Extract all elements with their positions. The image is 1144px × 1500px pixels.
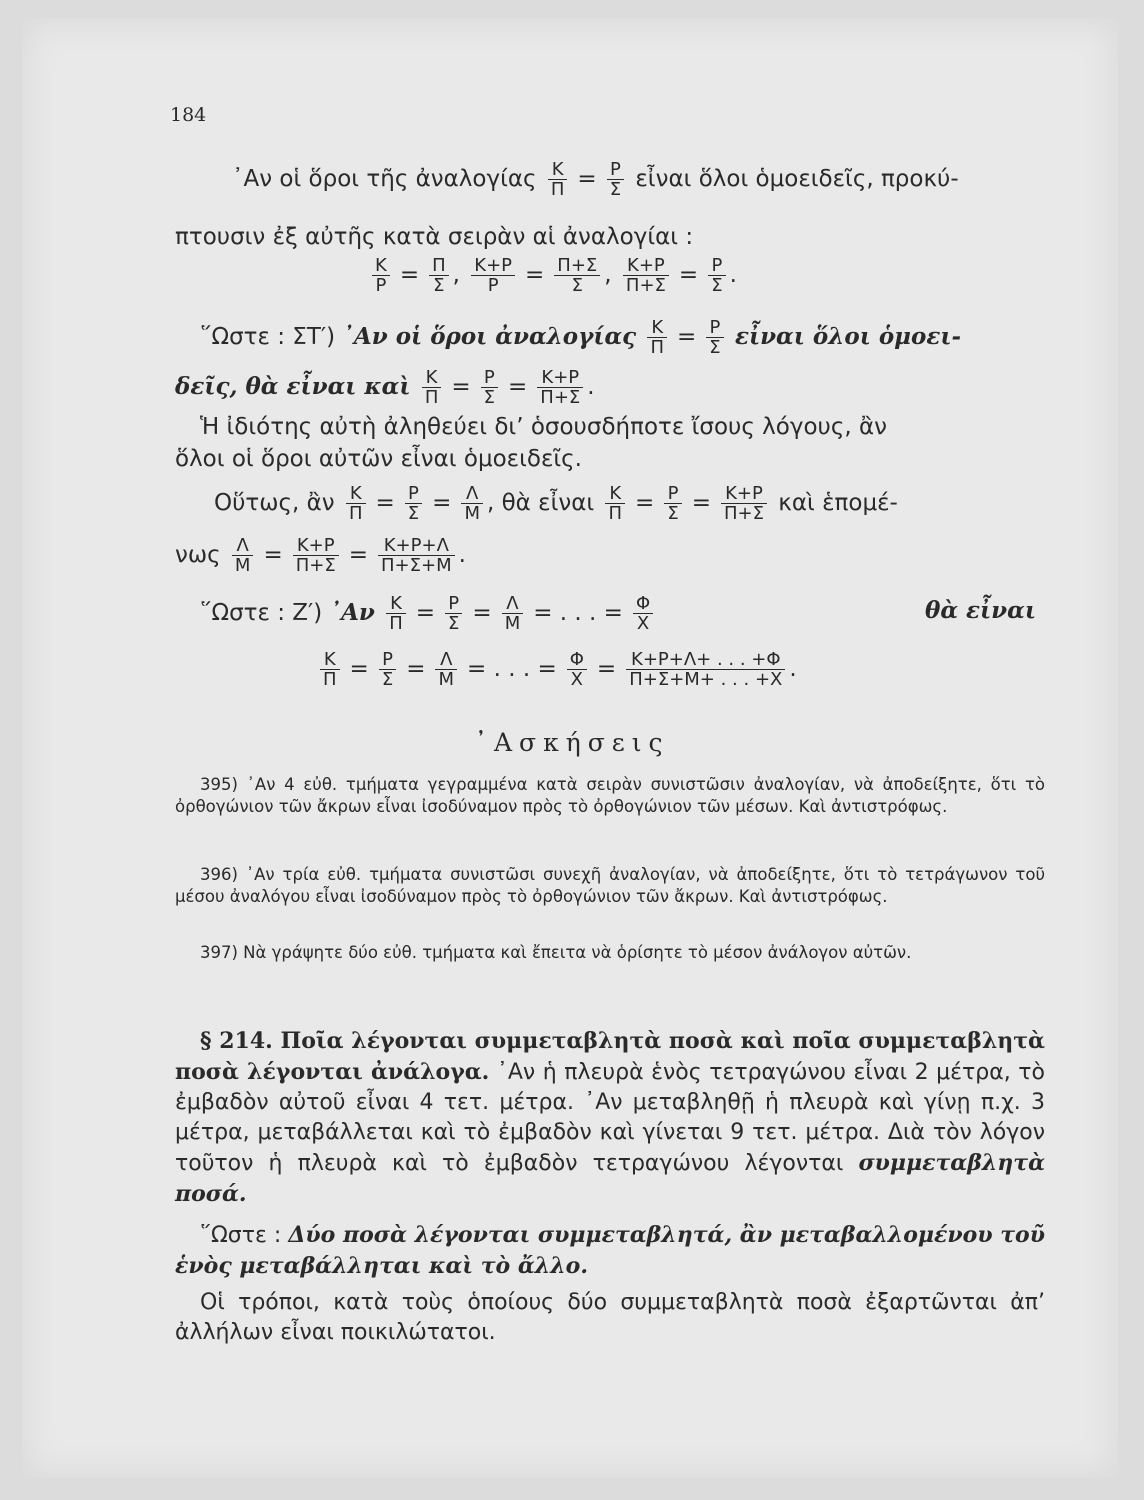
p2-line2: ὅλοι οἱ ὅροι αὐτῶν εἶναι ὁμοειδεῖς. <box>175 446 582 472</box>
rule-st: ῞Ωστε : ΣΤ′) ᾽Αν οἱ ὅροι ἀναλογίας $\frac{K}{\Pi}$ = $\frac{P}{\Sigma}$ εἶναι ὅλοι ὁμοει- <box>200 317 962 358</box>
rule-st-line2: δεῖς, θὰ εἶναι καὶ $\frac{K}{\Pi}$ = $\frac{P}{\Sigma}$ = $\frac{K+P}{\Pi+\Sigma}$ . <box>175 367 595 408</box>
exercise-396: 396) ᾽Αν τρία εὐθ. τμήματα συνιστῶσι συνεχῆ ἀναλογίαν, νὰ ἀποδείξητε, ὅτι τὸ τετράγωνον τοῦ μέσου ἀναλόγου εἶναι ἰσοδύναμον πρὸς τὸ ὀρθογώνιον τῶν ἄκρων. Καὶ ἀντιστρόφως. <box>175 865 1045 906</box>
section-title: § 214. Ποῖα λέγονται συμμεταβλητὰ ποσὰ καὶ ποῖα συμμεταβλητὰ ποσὰ λέγονται ἀνάλογα. <box>175 1028 1045 1085</box>
rule-z: ῞Ωστε : Ζ′) ᾽Αν $\frac{K}{\Pi}$ = $\frac{P}{\Sigma}$ = $\frac{\Lambda}{M}$ = . . . = $\frac{\Phi}{X}$ <box>200 594 657 633</box>
exercises-heading: ᾽Ασκήσεις <box>474 728 670 757</box>
section-body: ᾽Αν ἡ πλευρὰ ἑνὸς τετραγώνου εἶναι 2 μέτρα, τὸ ἐμβαδὸν αὐτοῦ εἶναι 4 τετ. μέτρα. ᾽Αν μεταβληθῇ ἡ πλευρὰ καὶ γίνῃ π.χ. 3 μέτρα, μεταβάλλεται καὶ τὸ ἐμβαδὸν καὶ γίνεται 9 τετ. μέτρα. Διὰ τὸν λόγον τοῦτον ἡ πλευρὰ καὶ τὸ ἐμβαδὸν τετραγώνου λέγονται <box>175 1060 1045 1176</box>
exercise-395: 395) ᾽Αν 4 εὐθ. τμήματα γεγραμμένα κατὰ σειρὰν συνιστῶσιν ἀναλογίαν, νὰ ἀποδείξητε, ὅτι τὸ ὀρθογώνιον τῶν ἄκρων εἶναι ἰσοδύναμον πρὸς τὸ ὀρθογώνιον τῶν μέσων. Καὶ ἀντιστρόφως. <box>175 775 1045 816</box>
equation-ratios: $\frac{K}{P}$ = $\frac{\Pi}{\Sigma}$ , $\frac{K+P}{P}$ = $\frac{\Pi+\Sigma}{\Sigma}$ , $\frac{K+P}{\Pi+\Sigma}$ = $\frac{P}{\Sigma}$ . <box>368 256 737 295</box>
page-number: 184 <box>170 104 207 126</box>
section-closing: Οἱ τρόποι, κατὰ τοὺς ὁποίους δύο συμμεταβλητὰ ποσὰ ἐξαρτῶνται ἀπ’ ἀλλήλων εἶναι ποικιλώτατοι. <box>175 1290 1045 1345</box>
p1-line2: πτουσιν ἐξ αὐτῆς κατὰ σειρὰν αἱ ἀναλογίαι : <box>175 224 694 250</box>
p3-line1: Οὕτως, ἂν $\frac{K}{\Pi}$ = $\frac{P}{\Sigma}$ = $\frac{\Lambda}{M}$ , θὰ εἶναι $\frac{K}{\Pi}$ = $\frac{P}{\Sigma}$ = $\frac{K+P}{\Pi+\Sigma}$ καὶ ἑπομέ- <box>214 483 898 524</box>
exercise-397: 397) Νὰ γράψητε δύο εὐθ. τμήματα καὶ ἔπειτα νὰ ὁρίσητε τὸ μέσον ἀνάλογον αὐτῶν. <box>200 943 912 962</box>
section-rule: ῞Ωστε : Δύο ποσὰ λέγονται συμμεταβλητά, ἂν μεταβαλλομένου τοῦ ἑνὸς μεταβάλληται καὶ τὸ ἄλλο. <box>175 1222 1045 1279</box>
fraction: $\frac{K}{\Pi}$ <box>548 160 568 199</box>
fraction: $\frac{P}{\Sigma}$ <box>607 160 624 199</box>
p1-line1: ᾽Αν οἱ ὅροι τῆς ἀναλογίας $\frac{K}{\Pi}$ = $\frac{P}{\Sigma}$ εἶναι ὅλοι ὁμοειδεῖς, προκύ- <box>232 159 959 200</box>
p3-line2: νως $\frac{\Lambda}{M}$ = $\frac{K+P}{\Pi+\Sigma}$ = $\frac{K+P+\Lambda}{\Pi+\Sigma+M}$ . <box>175 535 466 576</box>
rule-z-line2: $\frac{K}{\Pi}$ = $\frac{P}{\Sigma}$ = $\frac{\Lambda}{M}$ = . . . = $\frac{\Phi}{X}$ = $\frac{K+P+\Lambda+ . . . +\Phi}{\Pi+\Sigma+M+ . . . +X}$ . <box>316 650 797 689</box>
rule-z-end: θὰ εἶναι <box>925 597 1036 624</box>
p2-line1: Ἡ ἰδιότης αὐτὴ ἀληθεύει δι’ ὁσουσδήποτε ἴσους λόγους, ἂν <box>200 414 887 440</box>
section-214 <box>175 1026 1045 1210</box>
section-body-italic: συμμεταβλητὰ ποσά. <box>175 1150 1045 1207</box>
